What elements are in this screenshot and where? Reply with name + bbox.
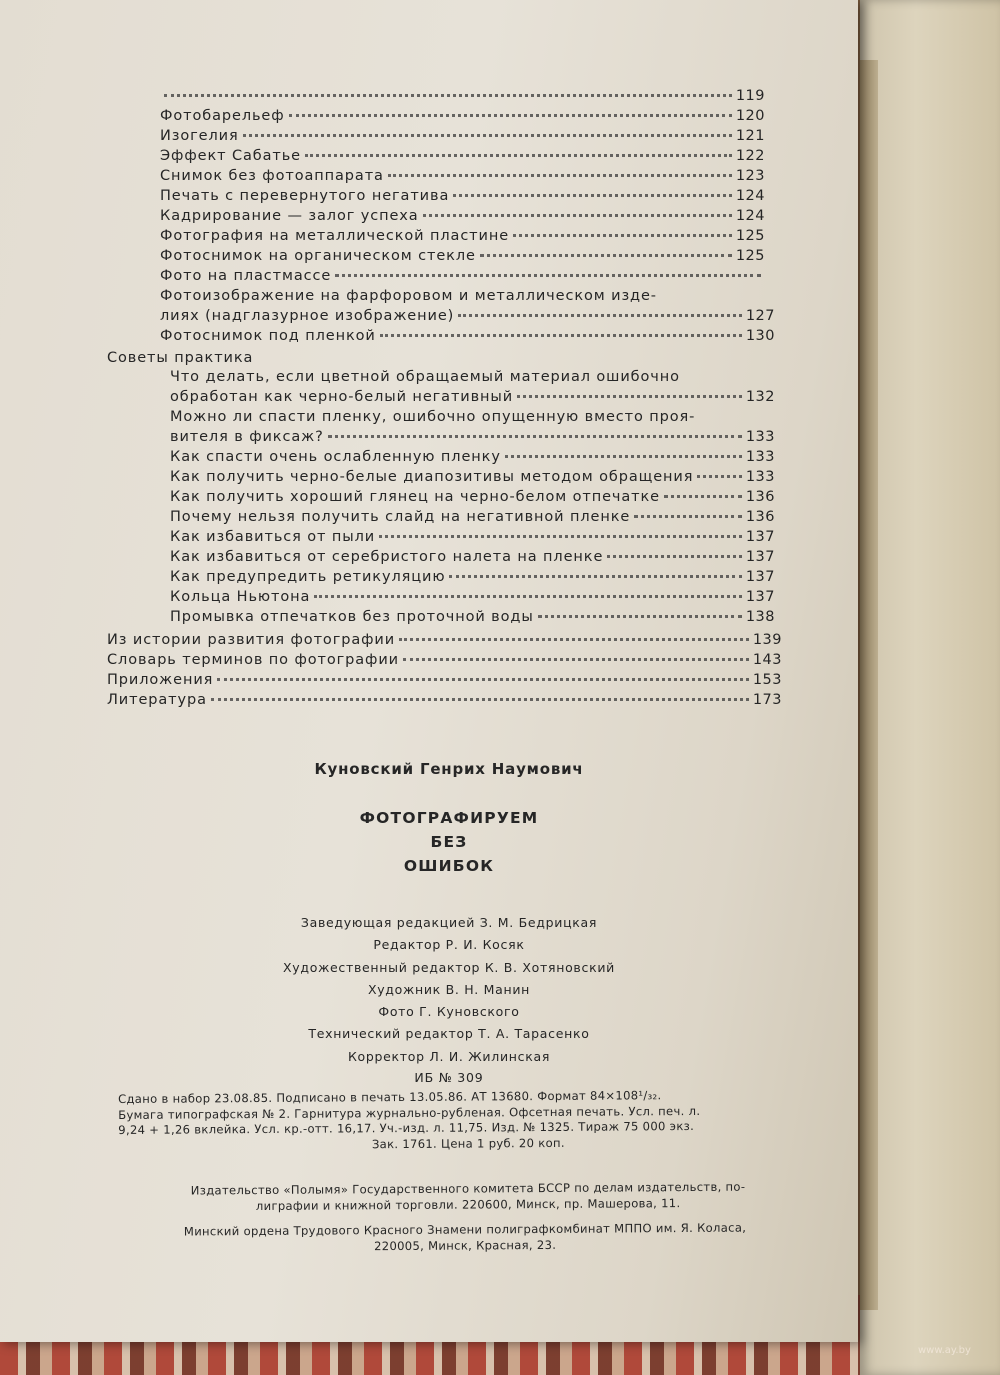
toc-dot-leader [449, 574, 741, 578]
toc-entry [170, 469, 775, 489]
credit-line: Редактор Р. И. Косяк [373, 937, 525, 953]
toc-dot-leader [211, 697, 749, 701]
toc-page-number: 119 [735, 88, 765, 104]
toc-entry-title: Почему нельзя получить слайд на негативной пленке [170, 509, 631, 525]
book-spine-edge [860, 60, 878, 1310]
printer-info [110, 1220, 820, 1256]
toc-page-number: 125 [735, 248, 765, 264]
toc-dot-leader [480, 253, 732, 257]
toc-page-number: 173 [752, 692, 782, 708]
ib-number: ИБ № 309 [414, 1070, 484, 1085]
toc-page-number: 133 [745, 449, 775, 465]
book-title-line: БЕЗ [430, 833, 468, 851]
toc-dot-leader [243, 133, 732, 137]
printer-line: 220005, Минск, Красная, 23. [374, 1237, 557, 1253]
toc-dot-leader [513, 233, 732, 237]
toc-dot-leader [458, 313, 742, 317]
toc-page-number: 143 [752, 652, 782, 668]
toc-entry-title: Советы практика [107, 350, 254, 366]
toc-dot-leader [164, 93, 732, 97]
toc-entry [107, 692, 782, 712]
toc-dot-leader [380, 333, 742, 337]
toc-entry [160, 328, 775, 348]
toc-entry-title: Фотоснимок на органическом стекле [160, 248, 476, 264]
toc-entry-title: Фотография на металлической пластине [160, 228, 510, 244]
toc-entry [160, 288, 735, 308]
book-title-line: ФОТОГРАФИРУЕМ [359, 809, 539, 827]
toc-entry [170, 529, 775, 549]
toc-page-number: 136 [745, 489, 775, 505]
toc-entry [160, 88, 765, 108]
author-name: Куновский Генрих Наумович [314, 760, 584, 778]
toc-entry [170, 369, 740, 389]
toc-page-number: 139 [752, 632, 782, 648]
toc-dot-leader [607, 554, 742, 558]
imprint-line: Сдано в набор 23.08.85. Подписано в печать 13.05.86. АТ 13680. Формат 84×108¹/₃₂. [118, 1088, 662, 1106]
printer-line: Минский ордена Трудового Красного Знамени полиграфкомбинат МППО им. Я. Коласа, [183, 1220, 747, 1239]
toc-entry-title: Снимок без фотоаппарата [160, 168, 384, 184]
toc-entry [107, 350, 765, 370]
credit-line: Фото Г. Куновского [378, 1004, 520, 1020]
toc-entry-title: Фотоснимок под пленкой [160, 328, 376, 344]
book-title-line: ОШИБОК [403, 857, 495, 875]
toc-entry-title: Из истории развития фотографии [107, 632, 396, 648]
table-of-contents [0, 0, 858, 740]
toc-entry-title: Как спасти очень ослабленную пленку [170, 449, 501, 465]
toc-entry [160, 168, 765, 188]
toc-entry-title: лиях (надглазурное изображение) [160, 308, 455, 324]
toc-entry [160, 128, 765, 148]
watermark: www.ay.by [918, 1345, 971, 1356]
toc-entry-title: Как получить хороший глянец на черно-белом отпечатке [170, 489, 660, 505]
toc-page-number: 125 [735, 228, 765, 244]
credit-line: Художественный редактор К. В. Хотяновский [283, 959, 615, 975]
toc-page-number: 120 [735, 108, 765, 124]
toc-entry [170, 449, 775, 469]
toc-entry [170, 409, 740, 429]
toc-page-number: 122 [735, 148, 765, 164]
toc-page-number: 124 [735, 188, 765, 204]
toc-entry-title: Кадрирование — залог успеха [160, 208, 419, 224]
toc-entry [170, 429, 775, 449]
toc-entry [170, 489, 775, 509]
toc-entry [160, 228, 765, 248]
toc-entry-title: вителя в фиксаж? [170, 429, 324, 445]
toc-dot-leader [664, 494, 742, 498]
book-title [0, 806, 858, 878]
toc-page-number: 132 [745, 389, 775, 405]
toc-entry [170, 389, 775, 409]
toc-page-number: 123 [735, 168, 765, 184]
imprint-line: Бумага типографская № 2. Гарнитура журнально-рубленая. Офсетная печать. Усл. печ. л. [118, 1103, 701, 1122]
toc-entry [160, 208, 765, 228]
toc-dot-leader [217, 677, 749, 681]
toc-page-number: 138 [745, 609, 775, 625]
toc-dot-leader [289, 113, 732, 117]
toc-entry [160, 268, 765, 288]
toc-entry-title: Изогелия [160, 128, 239, 144]
toc-page-number: 136 [745, 509, 775, 525]
imprint [118, 1087, 818, 1154]
toc-page-number: 127 [745, 308, 775, 324]
toc-entry-title: Литература [107, 692, 207, 708]
toc-dot-leader [517, 394, 742, 398]
toc-dot-leader [305, 153, 732, 157]
toc-page-number: 137 [745, 569, 775, 585]
toc-dot-leader [505, 454, 742, 458]
publisher-info [118, 1179, 818, 1215]
toc-entry [160, 108, 765, 128]
toc-page-number: 137 [745, 549, 775, 565]
toc-entry-title: Эффект Сабатье [160, 148, 302, 164]
toc-entry-title: Приложения [107, 672, 214, 688]
toc-entry-title: Фотобарельеф [160, 108, 285, 124]
toc-page-number: 153 [752, 672, 782, 688]
toc-entry [170, 609, 775, 629]
toc-entry-title: Что делать, если цветной обращаемый материал ошибочно [170, 369, 680, 385]
toc-dot-leader [379, 534, 742, 538]
toc-entry-title: Как избавиться от серебристого налета на пленке [170, 549, 604, 565]
toc-entry [160, 308, 775, 328]
toc-entry [160, 188, 765, 208]
toc-entry-title: Словарь терминов по фотографии [107, 652, 399, 668]
toc-entry [107, 652, 782, 672]
toc-dot-leader [423, 213, 732, 217]
toc-entry [170, 509, 775, 529]
imprint-line: Зак. 1761. Цена 1 руб. 20 коп. [371, 1135, 565, 1151]
toc-dot-leader [403, 657, 749, 661]
toc-dot-leader [335, 273, 761, 277]
toc-entry-title: Кольца Ньютона [170, 589, 311, 605]
toc-dot-leader [314, 594, 742, 598]
toc-entry [170, 569, 775, 589]
toc-entry [160, 148, 765, 168]
toc-entry [107, 672, 782, 692]
publisher-line: лиграфии и книжной торговли. 220600, Минск, пр. Машерова, 11. [255, 1195, 681, 1213]
adjacent-page [860, 0, 1000, 1375]
toc-dot-leader [453, 193, 732, 197]
toc-page-number: 133 [745, 429, 775, 445]
toc-page-number: 130 [745, 328, 775, 344]
toc-dot-leader [388, 173, 732, 177]
toc-dot-leader [634, 514, 742, 518]
credits [0, 912, 858, 1068]
toc-entry-title: Как предупредить ретикуляцию [170, 569, 446, 585]
toc-entry-title: Можно ли спасти пленку, ошибочно опущенную вместо проя- [170, 409, 696, 425]
credit-line: Заведующая редакцией З. М. Бедрицкая [300, 915, 598, 930]
toc-entry-title: Промывка отпечатков без проточной воды [170, 609, 534, 625]
credit-line: Корректор Л. И. Жилинская [347, 1048, 551, 1064]
imprint-line: 9,24 + 1,26 вклейка. Усл. кр.-отт. 16,17. Уч.-изд. л. 11,75. Изд. № 1325. Тираж 75 000 экз. [118, 1118, 695, 1137]
toc-page-number: 124 [735, 208, 765, 224]
toc-dot-leader [399, 637, 749, 641]
toc-dot-leader [697, 474, 741, 478]
toc-page-number: 137 [745, 529, 775, 545]
credit-line: Художник В. Н. Манин [367, 981, 531, 997]
toc-entry [160, 248, 765, 268]
publisher-line: Издательство «Полымя» Государственного комитета БССР по делам издательств, по- [190, 1179, 746, 1198]
toc-entry-title: Печать с перевернутого негатива [160, 188, 450, 204]
toc-dot-leader [538, 614, 742, 618]
toc-entry-title: Фотоизображение на фарфоровом и металлическом изде- [160, 288, 657, 304]
toc-entry-title: Как получить черно-белые диапозитивы методом обращения [170, 469, 694, 485]
toc-page-number: 133 [745, 469, 775, 485]
toc-page-number: 137 [745, 589, 775, 605]
toc-entry [107, 632, 782, 652]
toc-entry [170, 549, 775, 569]
toc-entry-title: Как избавиться от пыли [170, 529, 376, 545]
toc-page-number: 121 [735, 128, 765, 144]
credit-line: Технический редактор Т. А. Тарасенко [308, 1026, 590, 1042]
toc-entry [170, 589, 775, 609]
toc-entry-title: обработан как черно-белый негативный [170, 389, 514, 405]
toc-entry-title: Фото на пластмассе [160, 268, 332, 284]
toc-dot-leader [328, 434, 742, 438]
